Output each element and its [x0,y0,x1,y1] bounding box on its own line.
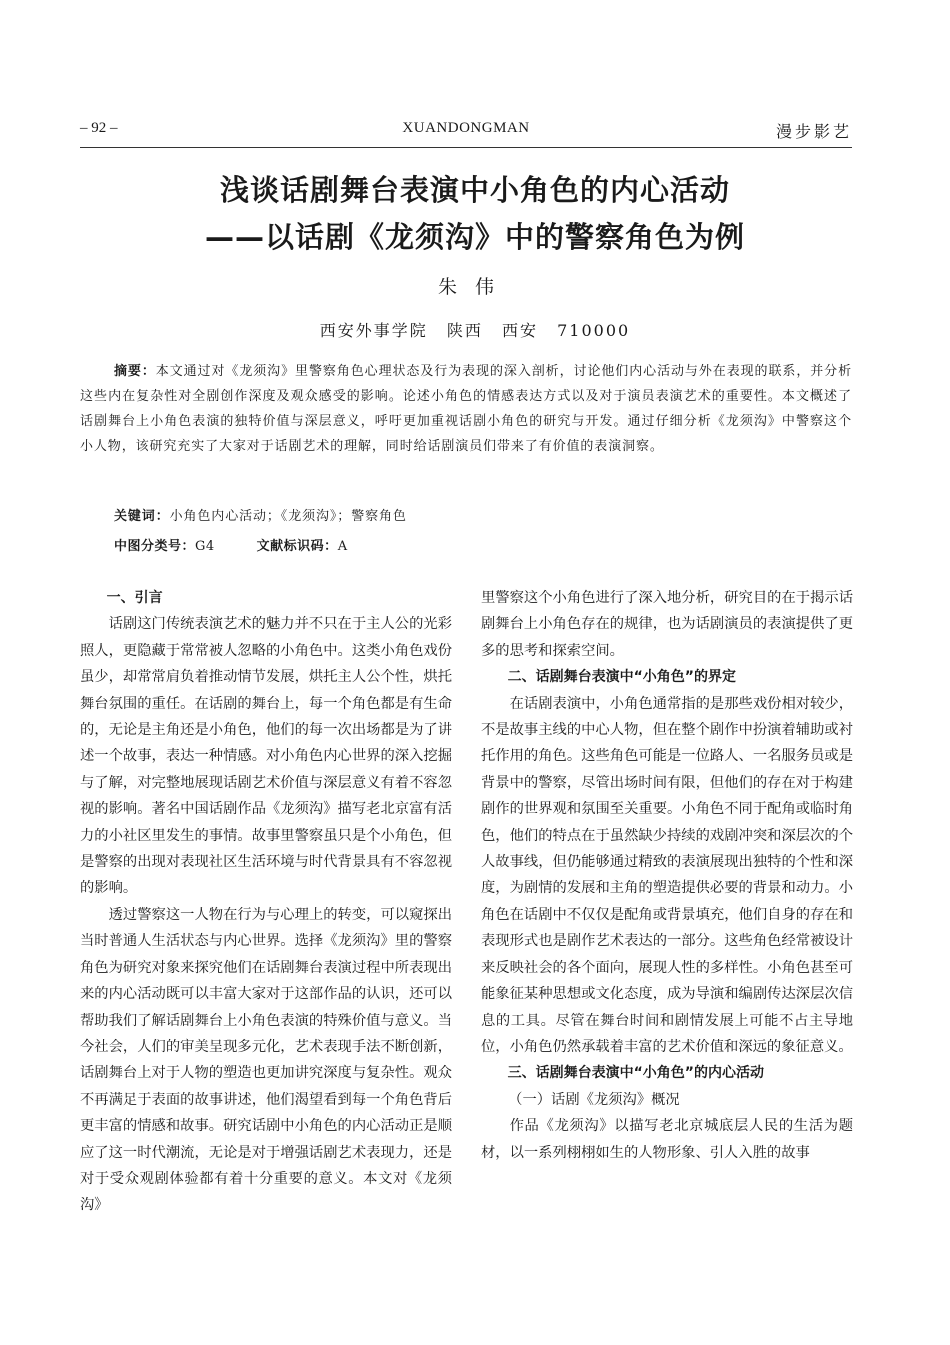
section-heading-definition: 二、话剧舞台表演中“小角色”的界定 [507,669,736,686]
article-title: 浅谈话剧舞台表演中小角色的内心活动 [219,173,730,207]
keywords [114,505,407,524]
clc-value: G4 [195,539,215,554]
paragraph: 透过警察这一人物在行为与心理上的转变，可以窥探出当时普通人生活状态与内心世界。选择《龙须沟》里的警察角色为研究对象来探究他们在话剧舞台表演过程中所表现出来的内心活动既可以丰富大家对于这部作品的认识，还可以帮助我们了解话剧舞台上小角色表演的特殊价值与意义。当今社会，人们的审美呈现多元化，艺术表现手法不断创新，话剧舞台上对于人物的塑造也更加讲究深度与复杂性。观众不再满足于表面的故事讲述，他们渴望看到每一个角色背后更丰富的情感和故事。研究话剧中小角色的内心活动正是顺应了这一时代潮流，无论是对于增强话剧艺术表现力，还是对于受众观剧体验都有着十分重要的意义。本文对《龙须沟》 [80,906,452,1214]
section-name: 漫步影艺 [775,122,852,141]
section-heading-inner-activity: 三、话剧舞台表演中“小角色”的内心活动 [507,1065,764,1082]
body-column-right [481,585,853,1166]
keywords-text: 小角色内心活动；《龙须沟》；警察角色 [169,509,407,524]
keywords-label: 关键词： [114,509,170,524]
affiliation-postcode: 710000 [557,321,631,340]
section-heading-intro: 一、引言 [106,590,163,606]
doc-code-label: 文献标识码： [256,539,338,554]
subsection-heading-overview: （一）话剧《龙须沟》概况 [508,1091,680,1108]
author-affiliation [80,318,870,341]
abstract [80,359,852,459]
affiliation-province: 陕西 [446,321,483,340]
article-subtitle: ——以话剧《龙须沟》中的警察角色为例 [204,220,745,254]
running-header [80,118,852,148]
body-column-left [80,585,452,1219]
clc-label: 中图分类号： [114,539,196,554]
doc-code-value: A [337,539,348,554]
classification [114,535,348,554]
paragraph: 作品《龙须沟》以描写老北京城底层人民的生活为题材，以一系列栩栩如生的人物形象、引人入胜的故事 [481,1118,853,1161]
affiliation-city: 西安 [502,321,539,340]
paragraph: 话剧这门传统表演艺术的魅力并不只在于主人公的光彩照人，更隐藏于常常被人忽略的小角色中。这类小角色戏份虽少，却常常肩负着推动情节发展，烘托主人公个性，烘托舞台氛围的重任。在话剧的舞台上，每一个角色都是有生命的，无论是主角还是小角色，他们的每一次出场都是为了讲述一个故事，表达一种情感。对小角色内心世界的深入挖掘与了解，对完整地展现话剧艺术价值与深层意义有着不容忽视的影响。著名中国话剧作品《龙须沟》描写老北京富有活力的小社区里发生的事情。故事里警察虽只是个小角色，但是警察的出现对表现社区生活环境与时代背景具有不容忽视的影响。 [80,616,452,897]
paragraph-continued: 里警察这个小角色进行了深入地分析，研究目的在于揭示话剧舞台上小角色存在的规律，也为话剧演员的表演提供了更多的思考和探索空间。 [481,590,853,659]
page-number: – 92 – [80,120,118,136]
abstract-text: 本文通过对《龙须沟》里警察角色心理状态及行为表现的深入剖析，讨论他们内心活动与外在表现的联系，并分析这些内在复杂性对全剧创作深度及观众感受的影响。论述小角色的情感表达方式以及对于演员表演艺术的重要性。本文概述了话剧舞台上小角色表演的独特价值与深层意义，呼吁更加重视话剧小角色的研究与开发。通过仔细分析《龙须沟》中警察这个小人物，该研究充实了大家对于话剧艺术的理解，同时给话剧演员们带来了有价值的表演洞察。 [80,364,852,454]
journal-name: XUANDONGMAN [402,120,530,136]
author-name: 朱伟 [437,276,512,298]
abstract-label: 摘要： [114,364,156,379]
paragraph: 在话剧表演中，小角色通常指的是那些戏份相对较少，不是故事主线的中心人物，但在整个剧作中扮演着辅助或衬托作用的角色。这些角色可能是一位路人、一名服务员或是背景中的警察，尽管出场时间有限，但他们的存在对于构建剧作的世界观和氛围至关重要。小角色不同于配角或临时角色，他们的特点在于虽然缺少持续的戏剧冲突和深层次的个人故事线，但仍能够通过精致的表演展现出独特的个性和深度，为剧情的发展和主角的塑造提供必要的背景和动力。小角色在话剧中不仅仅是配角或背景填充，他们自身的存在和表现形式也是剧作艺术表达的一部分。这些角色经常被设计来反映社会的各个面向，展现人性的多样性。小角色甚至可能象征某种思想或文化态度，成为导演和编剧传达深层次信息的工具。尽管在舞台时间和剧情发展上可能不占主导地位，小角色仍然承载着丰富的艺术价值和深远的象征意义。 [481,695,853,1055]
affiliation-institution: 西安外事学院 [319,321,428,340]
